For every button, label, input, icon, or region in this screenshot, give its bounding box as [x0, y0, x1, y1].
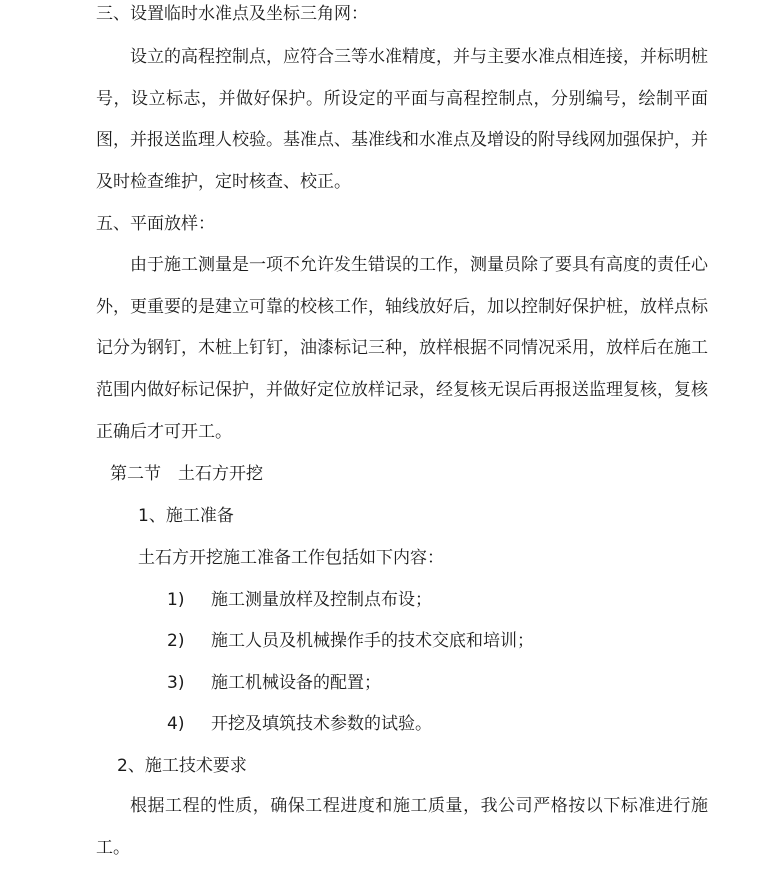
list-item-text: 施工测量放样及控制点布设； [211, 590, 432, 610]
section-3-heading: 三、设置临时水准点及坐标三角网： [96, 4, 368, 24]
list-item-text: 开挖及填筑技术参数的试验。 [211, 714, 432, 734]
list-item-number: 2) [167, 631, 185, 651]
subsection-1-heading: 1、施工准备 [138, 506, 234, 526]
list-item-text: 施工人员及机械操作手的技术交底和培训； [211, 631, 534, 651]
section-3-paragraph: 设立的高程控制点，应符合三等水准精度，并与主要水准点相连接，并标明桩号，设立标志，并做好保护。所设定的平面与高程控制点，分别编号，绘制平面图，并报送监理人校验。基准点、基准线和水准点及增设的附导线网加强保护，并及时检查维护，定时核查、校正。 [96, 47, 708, 193]
subsection-1-intro: 土石方开挖施工准备工作包括如下内容： [138, 548, 444, 568]
chapter-section-title: 第二节 土石方开挖 [110, 464, 263, 484]
list-item-number: 4) [167, 714, 185, 734]
list-item-number: 3) [167, 673, 185, 693]
list-item-number: 1) [167, 590, 185, 610]
subsection-2-paragraph: 根据工程的性质，确保工程进度和施工质量，我公司严格按以下标准进行施工。 [96, 796, 708, 858]
subsection-2-heading: 2、施工技术要求 [117, 756, 247, 776]
list-item-text: 施工机械设备的配置； [211, 673, 381, 693]
section-5-paragraph: 由于施工测量是一项不允许发生错误的工作，测量员除了要具有高度的责任心外，更重要的是建立可靠的校核工作，轴线放好后，加以控制好保护桩，放样点标记分为钢钉，木桩上钉钉，油漆标记三种，放样根据不同情况采用，放样后在施工范围内做好标记保护，并做好定位放样记录，经复核无误后再报送监理复核，复核正确后才可开工。 [96, 255, 708, 442]
section-5-heading: 五、平面放样： [96, 214, 215, 234]
